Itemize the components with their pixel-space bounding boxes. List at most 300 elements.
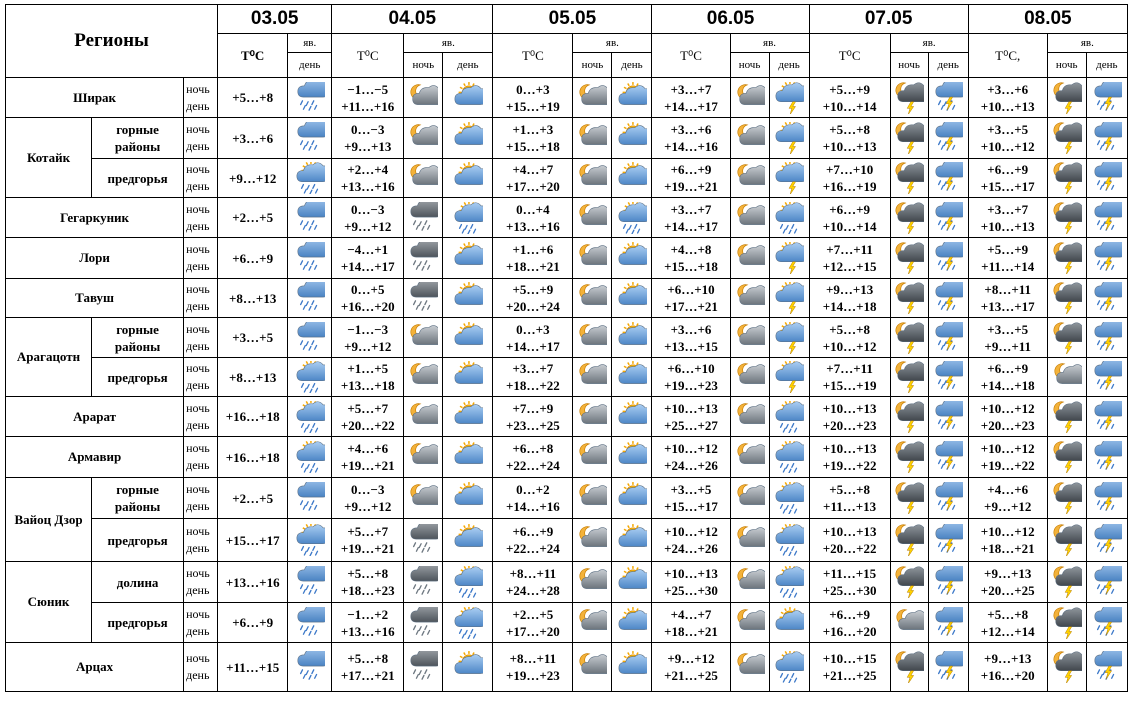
cloud-storm-icon: [929, 651, 968, 683]
sun-cloud-storm-icon: [770, 82, 809, 114]
region-name: Лори: [6, 238, 184, 279]
temperature-cell: [332, 519, 404, 562]
day-temperature: +19…+21: [340, 458, 395, 473]
sun-cloud-rain-icon: [770, 524, 809, 556]
cloud-storm-icon: [1086, 397, 1127, 437]
moon-cloud-icon: [573, 122, 611, 154]
sun-cloud-rain-icon: [443, 566, 492, 598]
moon-cloud-icon: [730, 118, 769, 159]
moon-cloud-icon: [404, 122, 442, 154]
dark-cloud-rain-icon: [404, 651, 442, 683]
sun-cloud-icon: [612, 159, 652, 198]
cloud-storm-icon: [1087, 162, 1127, 194]
region-row: [6, 519, 1128, 562]
cloud-rain-icon: [288, 607, 331, 639]
night-header: ночь: [404, 53, 443, 78]
day-label: день: [186, 259, 210, 273]
cloud-rain-icon: [288, 82, 331, 114]
night-temperature: +8…+11: [509, 651, 557, 666]
night-header: ночь: [730, 53, 769, 78]
temperature-cell: [332, 198, 404, 238]
temperature-cell: [332, 562, 404, 603]
temperature-cell: [809, 397, 890, 437]
sun-cloud-rain-icon: [769, 643, 809, 692]
temperature-cell: [218, 318, 288, 358]
moon-cloud-storm-icon: [891, 524, 928, 556]
day-temperature: +21…+25: [664, 668, 718, 683]
period-labels: [184, 478, 218, 519]
night-temperature: +5…+7: [347, 400, 389, 416]
date-header: 04.05: [332, 5, 493, 34]
moon-cloud-storm-icon: [1048, 122, 1086, 154]
temperature-cell: [809, 519, 890, 562]
temperature-cell: [218, 159, 288, 198]
dark-cloud-rain-icon: [404, 562, 443, 603]
dark-cloud-rain-icon: [404, 202, 442, 234]
day-temperature: +14…+17: [664, 98, 718, 114]
cloud-storm-icon: [928, 397, 968, 437]
sun-cloud-icon: [612, 322, 651, 354]
moon-cloud-icon: [730, 78, 769, 118]
day-temperature: +11…+14: [981, 259, 1035, 274]
cloud-rain-icon: [288, 118, 332, 159]
sun-cloud-rain-icon: [443, 603, 493, 643]
moon-cloud-icon: [731, 361, 769, 393]
dark-cloud-rain-icon: [404, 279, 443, 318]
temperature-cell: [809, 643, 890, 692]
temperature-cell: [218, 118, 288, 159]
cloud-storm-icon: [1086, 562, 1127, 603]
cloud-storm-icon: [929, 441, 968, 473]
temperature-cell: [218, 562, 288, 603]
temperature-cell: [652, 562, 730, 603]
period-labels: [184, 643, 218, 692]
sun-cloud-icon: [443, 519, 493, 562]
moon-cloud-storm-icon: [1047, 643, 1086, 692]
night-temperature: +9…+13: [984, 566, 1032, 581]
moon-cloud-icon: [730, 603, 769, 643]
cloud-storm-icon: [928, 478, 968, 519]
day-label: день: [186, 98, 210, 113]
sun-cloud-storm-icon: [769, 159, 809, 198]
day-label: день: [186, 378, 210, 392]
temperature-cell: [218, 603, 288, 643]
night-temperature: +3…+7: [670, 201, 712, 217]
night-temperature: +2…+5: [512, 606, 554, 622]
moon-cloud-icon: [404, 361, 442, 393]
sun-cloud-icon: [443, 279, 493, 318]
moon-cloud-storm-icon: [1047, 238, 1086, 279]
moon-cloud-storm-icon: [890, 397, 928, 437]
temperature-cell: [493, 519, 573, 562]
period-labels: [184, 562, 218, 603]
cloud-storm-icon: [1087, 361, 1127, 393]
temperature-cell: [332, 118, 404, 159]
night-temperature: +10…+13: [664, 400, 718, 416]
sun-cloud-icon: [443, 318, 493, 358]
day-temperature: +15…+19: [822, 378, 877, 393]
moon-cloud-icon: [573, 482, 611, 514]
day-temperature: +24…+28: [505, 583, 560, 598]
sun-cloud-icon: [443, 643, 493, 692]
moon-cloud-icon: [573, 318, 612, 358]
day-temperature: +9…+12: [344, 218, 392, 234]
day-label: день: [186, 668, 210, 682]
moon-cloud-icon: [731, 524, 769, 556]
day-temperature: +22…+24: [505, 541, 560, 556]
night-temperature: 0…+3: [516, 321, 550, 337]
region-name: Сюник: [6, 562, 92, 643]
sun-cloud-icon: [612, 358, 652, 397]
day-temperature: +11…+16: [341, 98, 395, 114]
day-temperature: +17…+21: [664, 299, 718, 314]
cloud-storm-icon: [928, 238, 968, 279]
phenomena-header: яв.: [288, 34, 332, 53]
cloud-rain-icon: [288, 562, 332, 603]
day-temperature: +16…+20: [340, 299, 395, 314]
cloud-storm-icon: [1086, 603, 1127, 643]
moon-cloud-storm-icon: [1047, 519, 1086, 562]
sun-cloud-storm-icon: [770, 242, 809, 274]
day-temperature: +17…+20: [505, 179, 560, 194]
region-row: [6, 358, 1128, 397]
sun-cloud-icon: [612, 482, 651, 514]
sun-cloud-rain-icon: [770, 482, 809, 514]
night-temperature: +10…+15: [822, 651, 877, 666]
moon-cloud-icon: [573, 397, 612, 437]
cloud-storm-icon: [928, 358, 968, 397]
subregion-name: предгорья: [92, 519, 184, 562]
sun-cloud-icon: [443, 159, 493, 198]
moon-cloud-storm-icon: [890, 279, 928, 318]
temperature-cell: [809, 78, 890, 118]
moon-cloud-icon: [573, 198, 612, 238]
temperature-cell: [809, 198, 890, 238]
sun-cloud-icon: [612, 397, 652, 437]
sun-cloud-rain-icon: [612, 198, 652, 238]
moon-cloud-storm-icon: [1048, 242, 1086, 274]
sun-cloud-storm-icon: [770, 322, 809, 354]
moon-cloud-icon: [573, 238, 612, 279]
night-label: ночь: [186, 400, 210, 415]
temperature-cell: [493, 397, 573, 437]
cloud-rain-icon: [288, 478, 332, 519]
temperature-cell: [493, 562, 573, 603]
day-temperature: +20…+23: [822, 417, 877, 433]
sun-cloud-storm-icon: [769, 318, 809, 358]
day-temperature: +14…+17: [340, 259, 395, 274]
cloud-storm-icon: [1087, 401, 1127, 433]
moon-cloud-icon: [404, 437, 443, 478]
moon-cloud-icon: [404, 397, 443, 437]
cloud-storm-icon: [1086, 437, 1127, 478]
day-temperature: +21…+25: [822, 668, 877, 683]
sun-cloud-storm-icon: [769, 118, 809, 159]
cloud-rain-icon: [288, 198, 332, 238]
sun-cloud-rain-icon: [288, 358, 332, 397]
day-temperature: +15…+19: [505, 98, 560, 114]
temperature-cell: [809, 159, 890, 198]
date-header: 07.05: [809, 5, 968, 34]
region-name: Тавуш: [6, 279, 184, 318]
temperature-cell: [652, 198, 730, 238]
dark-cloud-rain-icon: [404, 603, 443, 643]
sun-cloud-icon: [612, 78, 652, 118]
night-temperature: +11…+15: [823, 566, 877, 581]
cloud-storm-icon: [1086, 358, 1127, 397]
cloud-storm-icon: [929, 282, 968, 314]
day-header: день: [1086, 53, 1127, 78]
night-temperature: +8…+11: [509, 566, 557, 581]
day-temperature: +15…+17: [664, 499, 718, 514]
night-temperature: +6…+9: [512, 524, 554, 539]
temp-header: T⁰C: [493, 34, 573, 78]
sun-cloud-rain-icon: [443, 562, 493, 603]
sun-cloud-rain-icon: [769, 562, 809, 603]
moon-cloud-storm-icon: [1048, 282, 1086, 314]
night-temperature: +5…+8: [987, 606, 1029, 622]
day-temperature: +16…+19: [822, 179, 877, 194]
moon-cloud-icon: [573, 603, 612, 643]
temperature-cell: [218, 519, 288, 562]
temperature-cell: [332, 437, 404, 478]
night-temperature: +5…+9: [987, 242, 1029, 257]
cloud-storm-icon: [928, 562, 968, 603]
night-temperature: +10…+13: [822, 524, 877, 539]
day-temperature: +23…+25: [505, 417, 560, 433]
date-header: 05.05: [493, 5, 652, 34]
night-temperature: 0…−3: [351, 201, 385, 217]
sun-cloud-rain-icon: [443, 202, 492, 234]
temperature-cell: [968, 78, 1047, 118]
cloud-storm-icon: [1087, 441, 1127, 473]
temperature-cell: [809, 279, 890, 318]
region-name: Армавир: [6, 437, 184, 478]
sun-cloud-rain-icon: [288, 397, 332, 437]
night-temperature: +3…+7: [512, 361, 554, 376]
moon-cloud-icon: [404, 358, 443, 397]
moon-cloud-icon: [404, 322, 442, 354]
night-temperature: −1…+2: [347, 606, 389, 622]
sun-cloud-rain-icon: [288, 441, 331, 473]
region-name: Арцах: [6, 643, 184, 692]
day-label: день: [186, 583, 210, 597]
moon-cloud-icon: [731, 122, 769, 154]
cloud-rain-icon: [288, 279, 332, 318]
night-temperature: +3…+6: [987, 81, 1029, 97]
cloud-storm-icon: [1086, 519, 1127, 562]
day-header: день: [928, 53, 968, 78]
night-temperature: 0…+3: [516, 81, 550, 97]
night-temperature: +6…+10: [667, 282, 715, 297]
day-temperature: +18…+21: [505, 259, 560, 274]
day-temperature: +13…+17: [980, 299, 1035, 314]
temp-header: T⁰C: [218, 34, 288, 78]
moon-cloud-icon: [573, 566, 611, 598]
night-label: ночь: [186, 122, 210, 136]
night-temperature: +6…+9: [829, 201, 871, 217]
moon-cloud-storm-icon: [1047, 279, 1086, 318]
moon-cloud-icon: [404, 318, 443, 358]
moon-cloud-storm-icon: [890, 562, 928, 603]
moon-cloud-icon: [730, 279, 769, 318]
moon-cloud-icon: [404, 78, 443, 118]
day-temperature: +16…+18: [225, 409, 280, 424]
temperature-cell: [809, 478, 890, 519]
day-temperature: +8…+13: [229, 369, 277, 385]
cloud-storm-icon: [1087, 82, 1127, 114]
day-temperature: +10…+12: [822, 338, 877, 354]
day-temperature: +16…+20: [980, 668, 1035, 683]
moon-cloud-storm-icon: [1047, 198, 1086, 238]
moon-cloud-icon: [573, 607, 611, 639]
moon-cloud-icon: [573, 82, 611, 114]
day-temperature: +12…+14: [980, 623, 1035, 639]
moon-cloud-icon: [573, 478, 612, 519]
cloud-rain-icon: [288, 78, 332, 118]
night-temperature: +10…+13: [822, 400, 877, 416]
moon-cloud-storm-icon: [890, 198, 928, 238]
night-temperature: +7…+11: [826, 361, 873, 376]
sun-cloud-icon: [443, 397, 493, 437]
night-temperature: +10…+12: [980, 441, 1035, 456]
temperature-cell: [652, 118, 730, 159]
moon-cloud-icon: [1048, 361, 1086, 393]
moon-cloud-storm-icon: [1047, 437, 1086, 478]
moon-cloud-storm-icon: [891, 82, 928, 114]
night-temperature: +5…+8: [347, 566, 389, 581]
cloud-storm-icon: [928, 159, 968, 198]
sun-cloud-icon: [443, 282, 492, 314]
day-temperature: +24…+26: [664, 541, 718, 556]
day-temperature: +20…+23: [980, 417, 1035, 433]
temperature-cell: [332, 159, 404, 198]
temperature-cell: [332, 238, 404, 279]
night-label: ночь: [186, 524, 210, 538]
moon-cloud-icon: [573, 118, 612, 159]
day-temperature: +20…+22: [822, 541, 877, 556]
temperature-cell: [218, 198, 288, 238]
cloud-rain-icon: [288, 122, 331, 154]
night-temperature: +10…+13: [664, 566, 718, 581]
night-label: ночь: [186, 282, 210, 296]
temperature-cell: [809, 437, 890, 478]
cloud-rain-icon: [288, 242, 331, 274]
sun-cloud-rain-icon: [770, 441, 809, 473]
moon-cloud-icon: [404, 441, 442, 473]
cloud-storm-icon: [928, 78, 968, 118]
moon-cloud-icon: [404, 478, 443, 519]
sun-cloud-icon: [443, 82, 492, 114]
moon-cloud-icon: [731, 242, 769, 274]
day-temperature: +10…+13: [980, 98, 1035, 114]
day-temperature: +9…+12: [344, 499, 392, 514]
cloud-storm-icon: [929, 566, 968, 598]
moon-cloud-storm-icon: [1047, 78, 1086, 118]
sun-cloud-icon: [612, 524, 651, 556]
cloud-storm-icon: [929, 162, 968, 194]
day-temperature: +19…+21: [340, 541, 395, 556]
moon-cloud-icon: [731, 441, 769, 473]
night-temperature: +6…+10: [667, 361, 715, 376]
sun-cloud-icon: [770, 607, 809, 639]
night-temperature: +5…+8: [829, 482, 871, 497]
sun-cloud-rain-icon: [288, 437, 332, 478]
period-labels: [184, 238, 218, 279]
sun-cloud-icon: [443, 401, 492, 433]
day-temperature: +6…+9: [232, 250, 274, 266]
moon-cloud-storm-icon: [890, 478, 928, 519]
night-temperature: +9…+12: [667, 651, 715, 666]
night-temperature: +3…+7: [670, 81, 712, 97]
sun-cloud-icon: [612, 82, 651, 114]
night-temperature: +9…+13: [825, 282, 874, 297]
moon-cloud-icon: [730, 437, 769, 478]
region-row: [6, 603, 1128, 643]
sun-cloud-icon: [612, 401, 651, 433]
temperature-cell: [218, 437, 288, 478]
day-temperature: +9…+13: [344, 139, 392, 154]
day-temperature: +15…+18: [664, 259, 718, 274]
moon-cloud-icon: [730, 318, 769, 358]
subregion-name: предгорья: [92, 159, 184, 198]
sun-cloud-icon: [612, 122, 651, 154]
period-labels: [184, 603, 218, 643]
date-header: 08.05: [968, 5, 1127, 34]
moon-cloud-storm-icon: [891, 566, 928, 598]
moon-cloud-icon: [573, 159, 612, 198]
cloud-rain-icon: [288, 322, 331, 354]
region-row: [6, 78, 1128, 118]
sun-cloud-storm-icon: [769, 279, 809, 318]
day-temperature: +10…+12: [980, 139, 1035, 154]
day-temperature: +17…+21: [340, 668, 395, 683]
moon-cloud-storm-icon: [890, 437, 928, 478]
moon-cloud-storm-icon: [891, 482, 928, 514]
moon-cloud-storm-icon: [891, 242, 928, 274]
cloud-storm-icon: [1086, 478, 1127, 519]
period-labels: [184, 437, 218, 478]
moon-cloud-icon: [573, 162, 611, 194]
cloud-storm-icon: [929, 122, 968, 154]
cloud-storm-icon: [929, 401, 968, 433]
day-temperature: +19…+22: [980, 458, 1035, 473]
night-temperature: +10…+13: [822, 441, 877, 456]
period-labels: [184, 318, 218, 358]
moon-cloud-storm-icon: [1048, 524, 1086, 556]
sun-cloud-icon: [443, 78, 493, 118]
region-name: Арагацотн: [6, 318, 92, 397]
day-label: день: [186, 338, 210, 353]
moon-cloud-icon: [731, 322, 769, 354]
day-temperature: +18…+21: [980, 541, 1035, 556]
region-row: [6, 279, 1128, 318]
night-temperature: +8…+11: [984, 282, 1032, 297]
day-temperature: +13…+15: [664, 338, 718, 354]
day-temperature: +10…+13: [980, 218, 1035, 234]
temperature-cell: [218, 279, 288, 318]
moon-cloud-icon: [573, 202, 611, 234]
temperature-cell: [218, 643, 288, 692]
night-temperature: −4…+1: [347, 242, 389, 257]
night-temperature: +1…+3: [512, 122, 554, 137]
night-label: ночь: [186, 606, 210, 621]
night-temperature: +5…+8: [829, 122, 871, 137]
sun-cloud-icon: [443, 238, 493, 279]
temperature-cell: [652, 358, 730, 397]
dark-cloud-rain-icon: [404, 242, 442, 274]
temp-header: T⁰C,: [968, 34, 1047, 78]
